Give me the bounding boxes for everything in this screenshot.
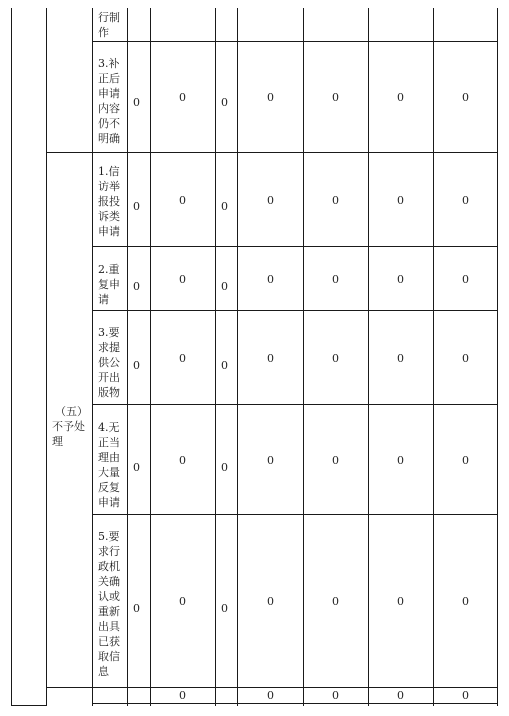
cell-value: 0 — [133, 200, 140, 213]
cell-value: 0 — [332, 352, 339, 365]
cell-value: 0 — [179, 194, 186, 207]
cell-value: 0 — [179, 352, 186, 365]
cell-value: 0 — [221, 602, 228, 615]
cell-value: 0 — [267, 194, 274, 207]
row-divider — [92, 41, 498, 42]
table-col-divider-9 — [433, 8, 434, 706]
table-col-divider-6 — [237, 8, 238, 706]
table-col-divider-4 — [150, 8, 151, 706]
cell-value: 0 — [332, 273, 339, 286]
cell-value: 0 — [267, 352, 274, 365]
cell-value: 0 — [397, 689, 404, 702]
cell-value: 0 — [462, 595, 469, 608]
table-border-right — [497, 8, 498, 706]
cell-value: 0 — [221, 200, 228, 213]
cell-value: 0 — [267, 595, 274, 608]
row-label: 3.补 正后 申请 内容 仍不 明确 — [98, 57, 120, 145]
cell-value: 0 — [267, 273, 274, 286]
table-col-divider-3 — [127, 8, 128, 706]
cell-value: 0 — [397, 194, 404, 207]
cell-value: 0 — [179, 91, 186, 104]
cell-value: 0 — [133, 280, 140, 293]
cell-value: 0 — [267, 454, 274, 467]
category-label-no-processing: （五） 不予处 理 — [52, 405, 88, 448]
table-bottom-left — [11, 705, 47, 706]
cell-value: 0 — [133, 359, 140, 372]
cell-value: 0 — [179, 273, 186, 286]
cell-value: 0 — [397, 91, 404, 104]
cell-value: 0 — [221, 96, 228, 109]
table-col-divider-5 — [215, 8, 216, 706]
table-col-divider-7 — [303, 8, 304, 706]
cell-value: 0 — [462, 454, 469, 467]
cell-value: 0 — [133, 602, 140, 615]
cell-value: 0 — [397, 273, 404, 286]
cell-value: 0 — [332, 454, 339, 467]
cell-value: 0 — [332, 91, 339, 104]
cell-value: 0 — [332, 689, 339, 702]
cell-value: 0 — [332, 595, 339, 608]
cell-value: 0 — [179, 454, 186, 467]
cell-value: 0 — [462, 194, 469, 207]
cell-value: 0 — [221, 359, 228, 372]
row-divider — [92, 310, 498, 311]
table-col-divider-1 — [46, 8, 47, 706]
row-divider — [46, 152, 498, 153]
cell-value: 0 — [221, 461, 228, 474]
cell-value: 0 — [267, 91, 274, 104]
cell-value: 0 — [179, 689, 186, 702]
row-label: 5.要 求行 政机 关确 认或 重新 出具 已获 取信 息 — [98, 530, 120, 678]
table-border-left — [11, 8, 12, 706]
row-label: 1.信 访举 报投 诉类 申请 — [98, 165, 120, 238]
cell-value: 0 — [221, 280, 228, 293]
cell-value: 0 — [332, 194, 339, 207]
table-col-divider-2 — [92, 8, 93, 706]
cell-value: 0 — [462, 91, 469, 104]
cell-value: 0 — [133, 96, 140, 109]
cell-value: 0 — [462, 689, 469, 702]
row-divider — [92, 703, 498, 704]
cell-value: 0 — [462, 273, 469, 286]
cell-value: 0 — [397, 454, 404, 467]
row-divider — [92, 514, 498, 515]
cell-value: 0 — [462, 352, 469, 365]
row-label: 4.无 正当 理由 大量 反复 申请 — [98, 421, 120, 509]
table-col-divider-8 — [368, 8, 369, 706]
cell-value: 0 — [267, 689, 274, 702]
cell-value: 0 — [397, 352, 404, 365]
cell-value: 0 — [133, 461, 140, 474]
row-label: 3.要 求提 供公 开出 版物 — [98, 326, 120, 399]
row-label-top-partial: 行制 作 — [98, 11, 120, 39]
row-divider — [46, 687, 498, 688]
row-divider — [92, 246, 498, 247]
row-label: 2.重 复申 请 — [98, 263, 120, 306]
cell-value: 0 — [397, 595, 404, 608]
cell-value: 0 — [179, 595, 186, 608]
row-divider — [92, 404, 498, 405]
